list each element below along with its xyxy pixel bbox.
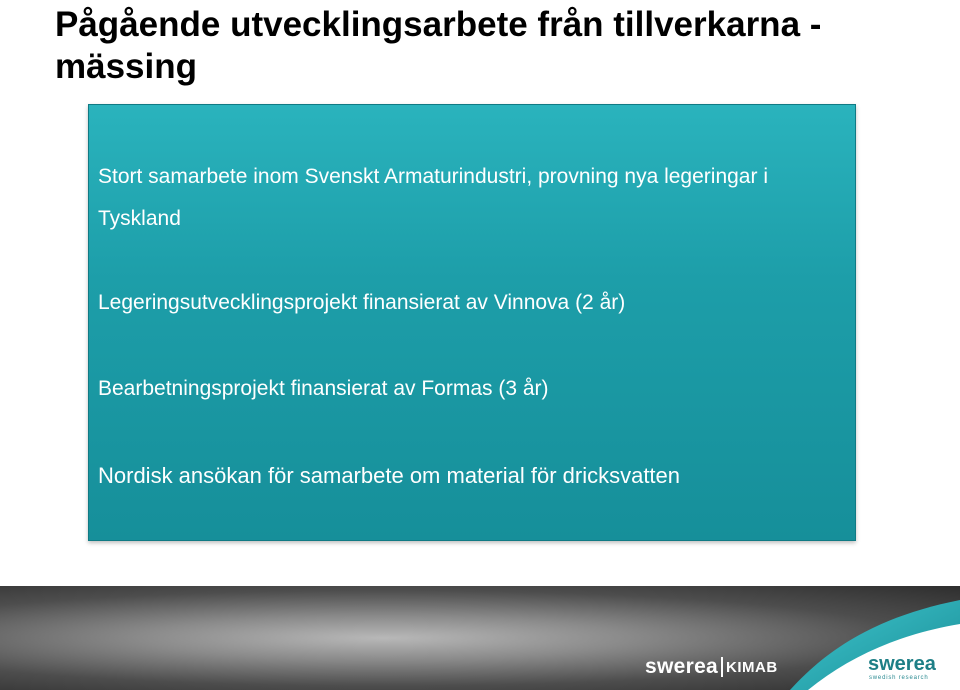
bullet-item: Nordisk ansökan för samarbete om material för dricksvatten — [98, 463, 681, 488]
logo-tagline: swedish research — [869, 675, 929, 681]
logo-separator — [721, 657, 723, 677]
slide-title: Pågående utvecklingsarbete från tillverkarna - mässing — [55, 5, 822, 86]
bullet-item: Legeringsutvecklingsprojekt finansierat av Vinnova (2 år) — [98, 291, 626, 314]
content-box — [88, 104, 856, 541]
logo-word: swerea — [868, 653, 936, 675]
swoosh-decoration — [0, 586, 960, 690]
swerea-logo — [868, 654, 936, 681]
logo-suffix: KIMAB — [726, 658, 778, 676]
swerea-kimab-logo — [645, 654, 778, 680]
bullet-item: Stort samarbete inom Svenskt Armaturindustri, provning nya legeringar i Tyskland — [98, 165, 768, 230]
logo-word: swerea — [645, 655, 719, 678]
footer-banner — [0, 586, 960, 690]
bullet-item: Bearbetningsprojekt finansierat av Formas (3 år) — [98, 377, 549, 400]
